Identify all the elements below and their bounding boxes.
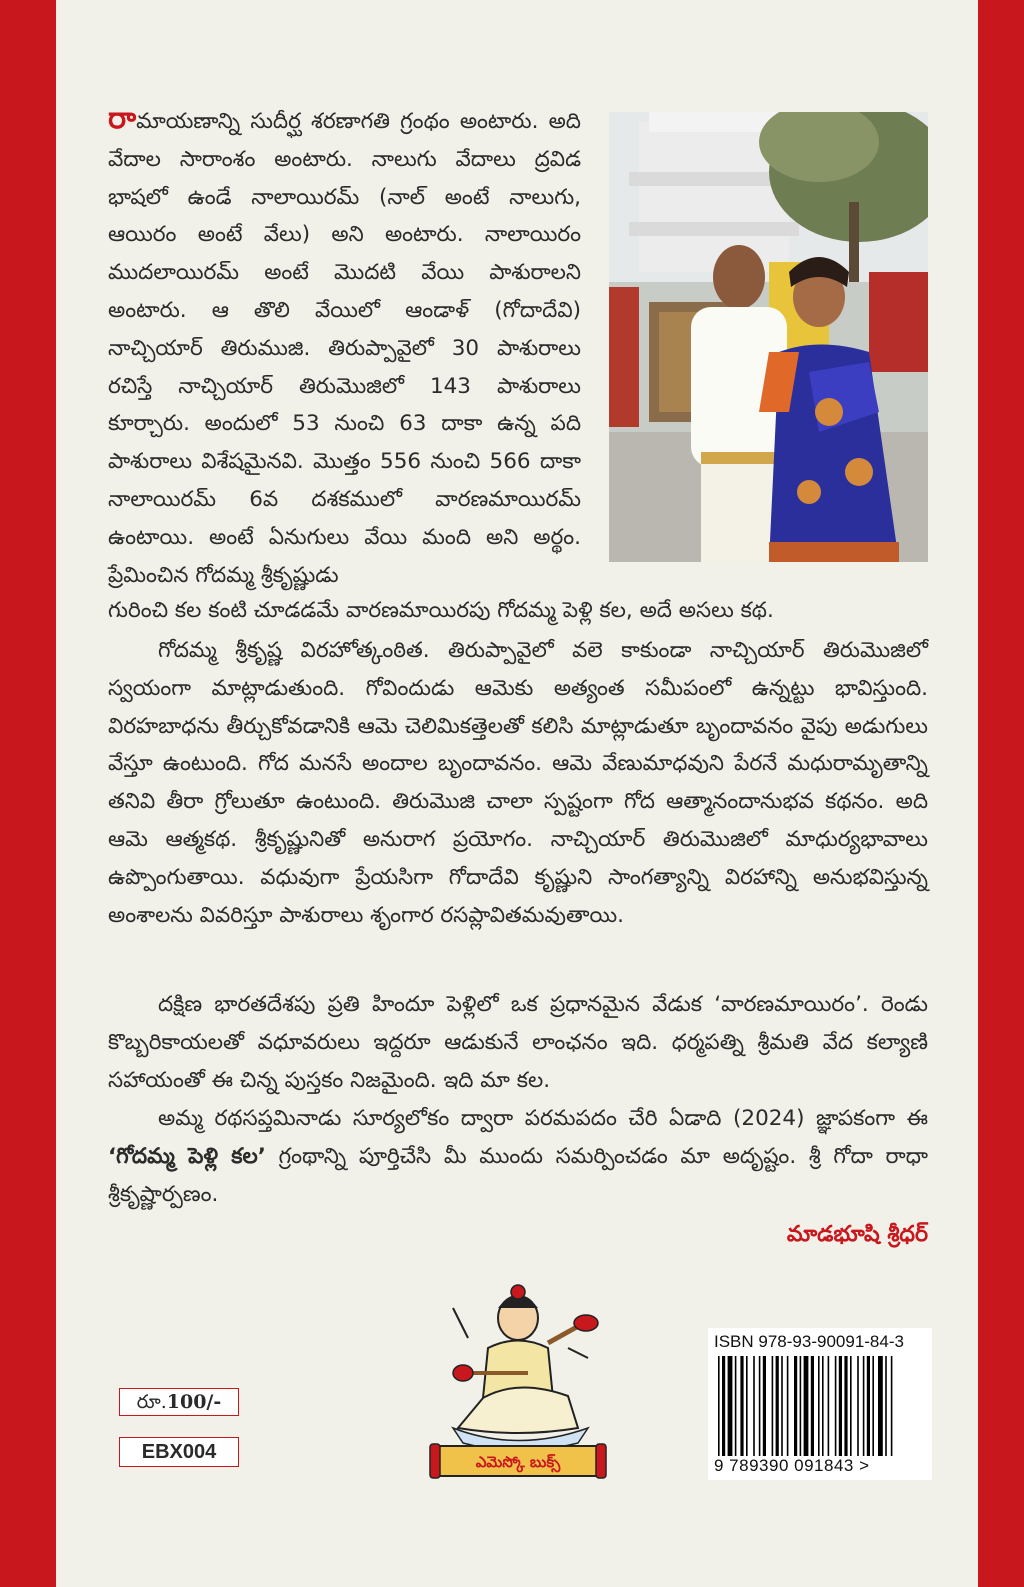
intro-paragraph-body: మాయణాన్ని సుదీర్ఘ శరణాగతి గ్రంథం అంటారు. అది వేదాల సారాంశం అంటారు. నాలుగు వేదాలు ద్రవిడ భాషలో ఉండే నాలాయిరమ్ (నాల్ అంటే నాలుగు, ఆయిరం అంటే వేలు) అని అంటారు. నాలాయిరం ముదలాయిరమ్ అంటే మొదటి వేయి పాశురాలని అంటారు. ఆ తొలి వేయిలో ఆండాళ్ (గోదాదేవి) నాచ్చియార్ తిరుముజి. తిరుప్పావైలో 30 పాశురాలు రచిస్తే నాచ్చియార్ తిరుమొజిలో 143 పాశురాలు కూర్చారు. అందులో 53 నుంచి 63 దాకా ఉన్న పది పాశురాలు విశేషమైనవి. మొత్తం 556 నుంచి 566 దాకా నాలాయిరమ్ 6వ దశకములో వారణమాయిరమ్ ఉంటాయి. అంటే ఏనుగులు వేయి మంది అని అర్థం. ప్రేమించిన గోదమ్మ శ్రీకృష్ణుడు xyxy=(108,109,581,588)
paragraph-3: దక్షిణ భారతదేశపు ప్రతి హిందూ పెళ్లిలో ఒక ప్రధానమైన వేడుక ‘వారణమాయిరం’. రెండు కొబ్బరికాయలతో వధూవరులు ఇద్దరూ ఆడుకునే లాంఛనం ఇది. ధర్మపత్ని శ్రీమతి వేద కల్యాణి సహాయంతో ఈ చిన్న పుస్తకం నిజమైంది. ఇది మా కల. xyxy=(108,992,928,1093)
barcode-bar xyxy=(735,1356,737,1456)
barcode-bar xyxy=(828,1356,830,1456)
paragraph-2: గోదమ్మ శ్రీకృష్ణ విరహోత్కంఠిత. తిరుప్పావైలో వలె కాకుండా నాచ్చియార్ తిరుమొజిలో స్వయంగా మాట్లాడుతుంది. గోవిందుడు ఆమెకు అత్యంత సమీపంలో ఉన్నట్టు భావిస్తుంది. విరహబాధను తీర్చుకోవడానికి ఆమె చెలిమికత్తెలతో కలిసి మాట్లాడుతూ బృందావనం వైపు అడుగులు వేస్తూ ఉంటుంది. గోద మనసే అందాల బృందావనం. ఆమె వేణుమాధవుని పేరనే మధురామృతాన్ని తనివి తీరా గ్రోలుతూ ఉంటుంది. తిరుమొజి చాలా స్పష్టంగా గోద ఆత్మానందానుభవ కథనం. అది ఆమె ఆత్మకథ. శ్రీకృష్ణునితో అనురాగ ప్రయోగం. నాచ్చియార్ తిరుమొజిలో మాధుర్యభావాలు ఉప్పొంగుతాయి. వధువుగా ప్రేయసిగా గోదాదేవి కృష్ణుని సాంగత్యాన్ని విరహాన్ని అనుభవిస్తున్న అంశాలను వివరిస్తూ పాశురాలు శృంగార రసప్లావితమవుతాయి. xyxy=(108,638,928,928)
barcode-bar xyxy=(804,1356,809,1456)
barcode-bar xyxy=(759,1356,761,1456)
barcode-bar xyxy=(794,1356,797,1456)
barcode-bar xyxy=(740,1356,743,1456)
barcode-bar xyxy=(753,1356,755,1456)
barcode xyxy=(716,1356,922,1456)
right-border xyxy=(978,0,1024,1587)
barcode-bar xyxy=(787,1356,789,1456)
barcode-bar xyxy=(772,1356,774,1456)
publisher-name: ఎమెస్కో బుక్స్ xyxy=(475,1453,561,1471)
barcode-bar xyxy=(878,1356,883,1456)
intro-paragraph-tail: గురించి కల కంటి చూడడమే వారణమాయిరపు గోదమ్మ పెళ్లి కల, అదే అసలు కథ. xyxy=(108,598,774,623)
author-photo xyxy=(609,112,928,562)
left-border xyxy=(0,0,56,1587)
price-box xyxy=(119,1388,239,1416)
barcode-bar xyxy=(746,1356,748,1456)
barcode-bar xyxy=(822,1356,824,1456)
publisher-logo xyxy=(428,1278,608,1482)
author-photo-image xyxy=(609,112,928,562)
barcode-bar xyxy=(872,1356,874,1456)
isbn-label: ISBN 978-93-90091-84-3 xyxy=(714,1332,904,1351)
barcode-bar xyxy=(867,1356,870,1456)
barcode-bar xyxy=(811,1356,814,1456)
barcode-bar xyxy=(818,1356,820,1456)
price-amount: 100/- xyxy=(166,1391,222,1413)
paragraph-4-before: అమ్మ రథసప్తమినాడు సూర్యలోకం ద్వారా పరమపదం చేరి ఏడాది (2024) జ్ఞాపకంగా ఈ xyxy=(158,1106,928,1131)
barcode-bar xyxy=(835,1356,837,1456)
barcode-bar xyxy=(891,1356,893,1456)
barcode-bar xyxy=(839,1356,842,1456)
isbn-barcode-block xyxy=(708,1328,932,1480)
barcode-bar xyxy=(885,1356,887,1456)
barcode-bar xyxy=(722,1356,725,1456)
intro-paragraph xyxy=(108,100,581,594)
barcode-bar xyxy=(857,1356,859,1456)
barcode-bar xyxy=(800,1356,802,1456)
barcode-bar xyxy=(781,1356,783,1456)
barcode-bar xyxy=(718,1356,720,1456)
barcode-bar xyxy=(863,1356,865,1456)
barcode-bar xyxy=(728,1356,733,1456)
price-prefix: రూ. xyxy=(136,1391,167,1413)
isbn-digits: 9 789390 091843 > xyxy=(714,1456,870,1475)
barcode-bar xyxy=(763,1356,766,1456)
barcode-bar xyxy=(844,1356,847,1456)
goddess-saraswati-logo-icon xyxy=(428,1278,608,1482)
drop-cap: రా xyxy=(108,101,137,136)
paragraph-4-after: గ్రంథాన్ని పూర్తిచేసి మీ ముందు సమర్పించడం మా అదృష్టం. శ్రీ గోదా రాధా శ్రీకృష్ణార్పణం. xyxy=(108,1143,928,1207)
book-title: ‘గోదమ్మ పెళ్లి కల’ xyxy=(108,1143,266,1169)
paragraph-4 xyxy=(108,1100,928,1213)
book-code: EBX004 xyxy=(119,1437,239,1467)
barcode-bar xyxy=(776,1356,779,1456)
barcode-bar xyxy=(850,1356,852,1456)
author-name: మాడభూషి శ్రీధర్ xyxy=(786,1222,928,1247)
